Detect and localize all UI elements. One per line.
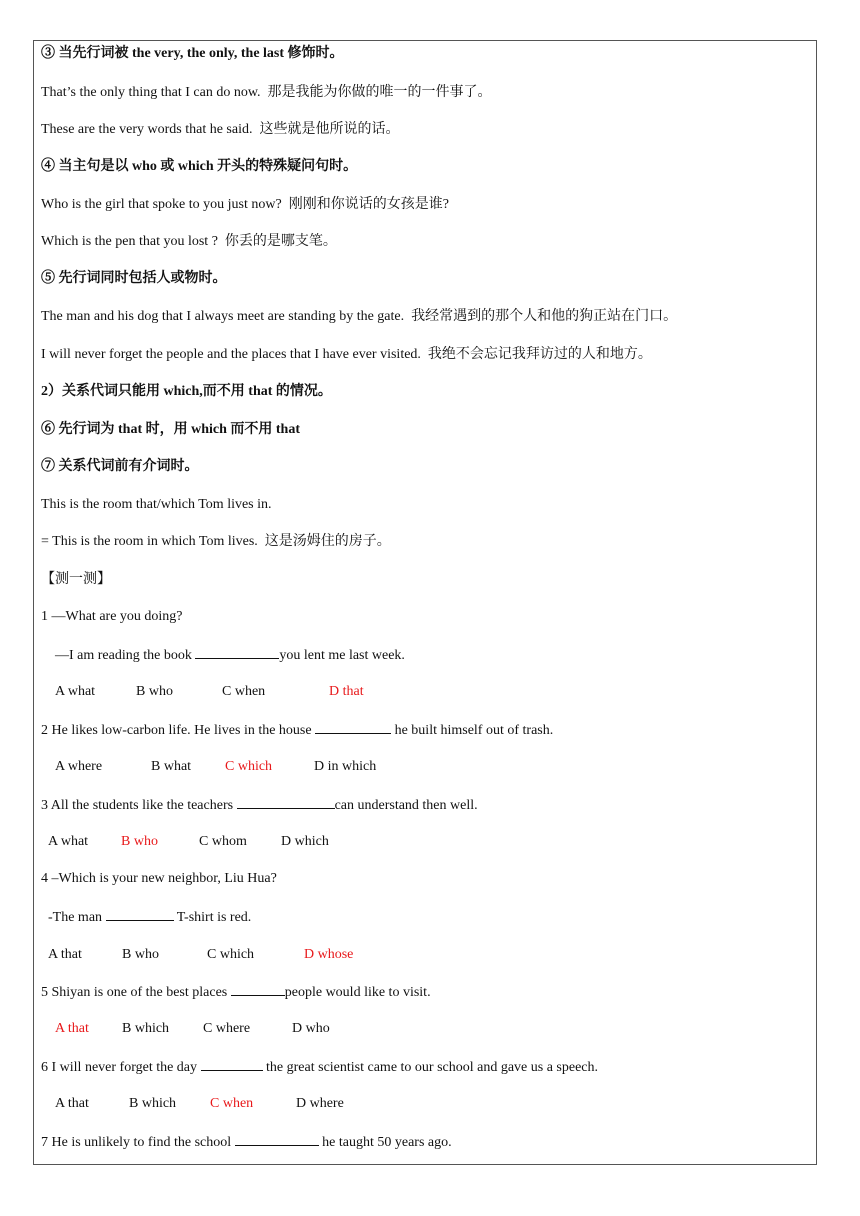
rule-3-heading: ③ 当先行词被 the very, the only, the last 修饰时。 [41, 46, 344, 61]
question-5-option-b[interactable]: B which [122, 1021, 170, 1036]
question-3-blank[interactable] [237, 796, 335, 809]
question-6-option-c-answer[interactable]: C when [210, 1096, 254, 1111]
rule-7-heading: ⑦ 关系代词前有介词时。 [41, 459, 199, 474]
question-5-option-d[interactable]: D who [292, 1021, 330, 1036]
question-3-text-after: can understand then well. [334, 798, 478, 813]
question-4-text-after: T-shirt is red. [173, 910, 252, 925]
question-6 [41, 1058, 598, 1077]
question-2-blank[interactable] [315, 721, 391, 734]
rule-7-example-1: This is the room that/which Tom lives in. [41, 497, 272, 512]
question-1-text-before: —I am reading the book [55, 648, 196, 663]
question-2-option-a[interactable]: A where [55, 759, 103, 774]
rule-4-heading: ④ 当主句是以 who 或 which 开头的特殊疑问句时。 [41, 159, 358, 174]
rule-5-example-1: The man and his dog that I always meet are standing by the gate. 我经常遇到的那个人和他的狗正站在门口。 [41, 309, 678, 324]
rule-4-example-1: Who is the girl that spoke to you just now? 刚刚和你说话的女孩是谁? [41, 197, 449, 212]
rule-6-heading: ⑥ 先行词为 that 时，用 which 而不用 that [41, 422, 301, 437]
question-4-prompt: 4 –Which is your new neighbor, Liu Hua? [41, 871, 277, 886]
question-4-blank[interactable] [106, 908, 174, 921]
question-3-text-before: 3 All the students like the teachers [41, 798, 237, 813]
question-6-text-after: the great scientist came to our school and gave us a speech. [262, 1060, 599, 1075]
question-6-option-a[interactable]: A that [55, 1096, 89, 1111]
question-7-text-after: he taught 50 years ago. [318, 1135, 452, 1150]
rule-5-example-2: I will never forget the people and the places that I have ever visited. 我绝不会忘记我拜访过的人和地方。 [41, 347, 652, 362]
rule-5-heading: ⑤ 先行词同时包括人或物时。 [41, 271, 227, 286]
question-4-text-before: -The man [48, 910, 106, 925]
question-1-text-after: you lent me last week. [279, 648, 405, 663]
question-1-prompt: 1 —What are you doing? [41, 609, 183, 624]
question-4-option-a[interactable]: A that [48, 947, 82, 962]
rule-3-example-2: These are the very words that he said. 这些就是他所说的话。 [41, 122, 400, 137]
question-7-text-before: 7 He is unlikely to find the school [41, 1135, 235, 1150]
question-4-reply [48, 908, 251, 927]
question-3-option-a[interactable]: A what [48, 834, 89, 849]
question-5 [41, 983, 431, 1002]
question-5-text-after: people would like to visit. [284, 985, 431, 1000]
question-1-option-d-answer[interactable]: D that [329, 684, 364, 699]
question-2-option-c-answer[interactable]: C which [225, 759, 273, 774]
test-heading: 【测一测】 [41, 572, 111, 587]
question-2 [41, 721, 553, 740]
question-4-option-b[interactable]: B who [122, 947, 159, 962]
question-5-option-c[interactable]: C where [203, 1021, 251, 1036]
question-4-option-d-answer[interactable]: D whose [304, 947, 354, 962]
rule-4-example-2: Which is the pen that you lost ? 你丢的是哪支笔。 [41, 234, 337, 249]
question-2-text-after: he built himself out of trash. [391, 723, 554, 738]
question-2-option-d[interactable]: D in which [314, 759, 377, 774]
question-6-option-b[interactable]: B which [129, 1096, 177, 1111]
question-1-reply [55, 646, 405, 665]
question-1-option-b[interactable]: B who [136, 684, 173, 699]
question-5-text-before: 5 Shiyan is one of the best places [41, 985, 231, 1000]
question-1-option-a[interactable]: A what [55, 684, 96, 699]
rule-3-example-1: That’s the only thing that I can do now. 那是我能为你做的唯一的一件事了。 [41, 85, 492, 100]
question-1-blank[interactable] [195, 646, 279, 659]
question-4-option-c[interactable]: C which [207, 947, 255, 962]
question-1-option-c[interactable]: C when [222, 684, 266, 699]
rule-7-example-2: = This is the room in which Tom lives. 这是汤姆住的房子。 [41, 534, 391, 549]
question-5-option-a-answer[interactable]: A that [55, 1021, 89, 1036]
question-2-option-b[interactable]: B what [151, 759, 192, 774]
question-3-option-c[interactable]: C whom [199, 834, 247, 849]
question-2-text-before: 2 He likes low-carbon life. He lives in the house [41, 723, 316, 738]
question-3-option-b-answer[interactable]: B who [121, 834, 158, 849]
question-3-option-d[interactable]: D which [281, 834, 329, 849]
question-7-blank[interactable] [235, 1133, 319, 1146]
question-6-option-d[interactable]: D where [296, 1096, 344, 1111]
question-5-blank[interactable] [231, 983, 285, 996]
question-6-blank[interactable] [201, 1058, 263, 1071]
question-6-text-before: 6 I will never forget the day [41, 1060, 201, 1075]
question-3 [41, 796, 478, 815]
section-2-heading: 2）关系代词只能用 which,而不用 that 的情况。 [41, 384, 332, 399]
question-7 [41, 1133, 452, 1152]
